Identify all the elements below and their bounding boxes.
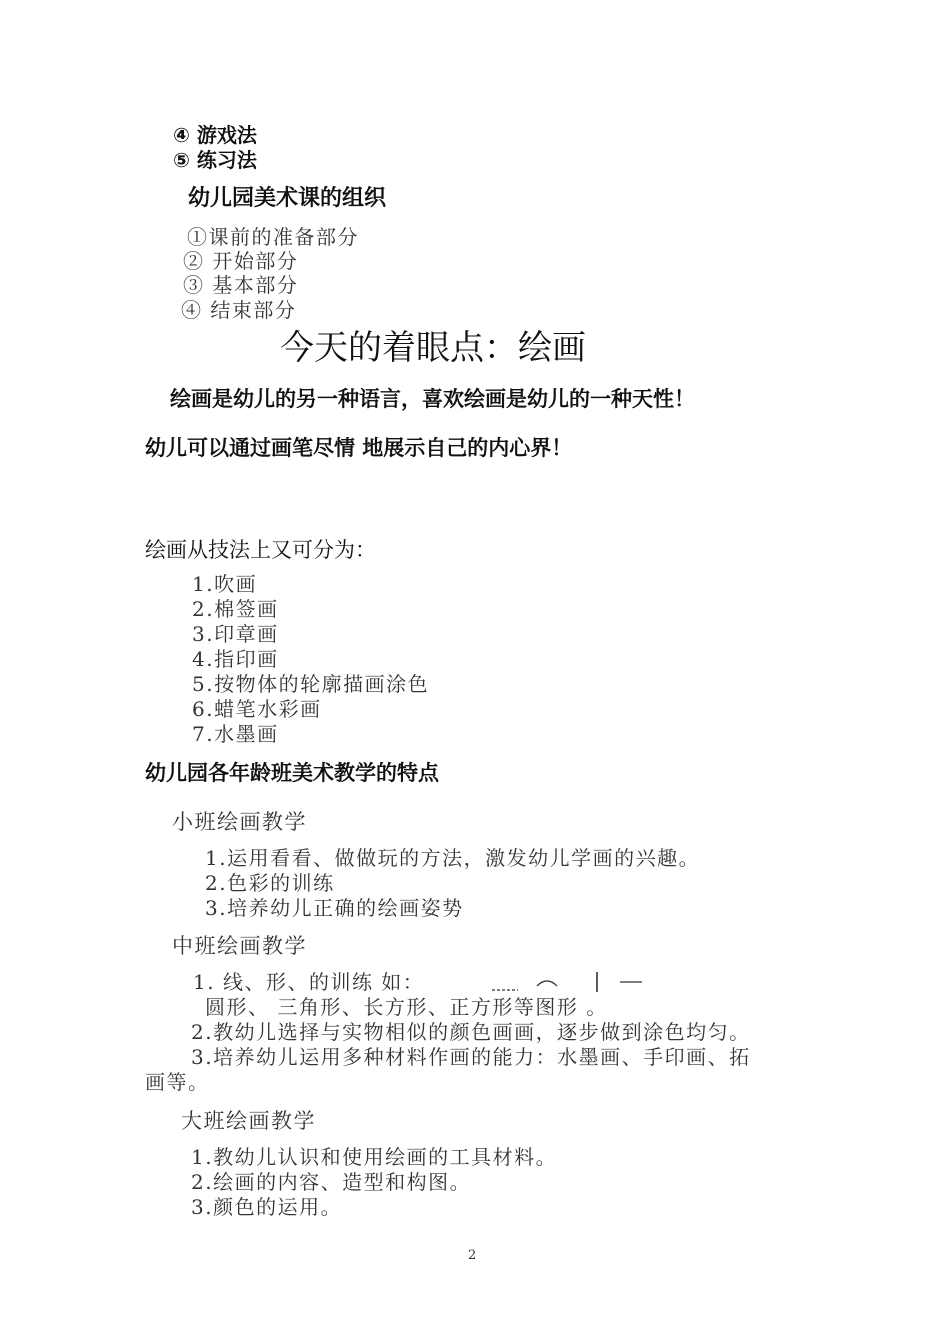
- middle-class-item: 圆形、 三角形、长方形、正方形等图形 。: [205, 995, 608, 1019]
- method-item: ⑤ 练习法: [173, 148, 257, 172]
- technique-item: 6.蜡笔水彩画: [192, 697, 322, 721]
- technique-item: 5.按物体的轮廓描画涂色: [192, 672, 430, 696]
- middle-class-item: 3.培养幼儿运用多种材料作画的能力：水墨画、手印画、拓: [191, 1045, 751, 1069]
- page-number: 2: [468, 1248, 477, 1263]
- org-item: ② 开始部分: [183, 249, 299, 273]
- small-class-item: 3.培养幼儿正确的绘画姿势: [205, 896, 464, 920]
- large-class-heading: 大班绘画教学: [181, 1109, 316, 1133]
- technique-item: 2.棉签画: [192, 597, 279, 621]
- org-item: ③ 基本部分: [183, 273, 299, 297]
- middle-class-item: 画等。: [145, 1070, 210, 1094]
- small-class-item: 2.色彩的训练: [205, 871, 335, 895]
- small-class-heading: 小班绘画教学: [172, 810, 307, 834]
- techniques-heading: 绘画从技法上又可分为：: [145, 538, 376, 562]
- technique-item: 7.水墨画: [192, 722, 279, 746]
- large-class-item: 3.颜色的运用。: [191, 1195, 343, 1219]
- line-shapes-illustration: [490, 970, 655, 994]
- middle-class-item: 2.教幼儿选择与实物相似的颜色画画，逐步做到涂色均匀。: [191, 1020, 751, 1044]
- intro-line-1: 绘画是幼儿的另一种语言，喜欢绘画是幼儿的一种天性！: [170, 387, 695, 411]
- middle-class-item: 1. 线、形、的训练 如：: [193, 970, 425, 994]
- org-item: ①课前的准备部分: [187, 225, 359, 249]
- org-heading: 幼儿园美术课的组织: [188, 186, 387, 211]
- middle-class-heading: 中班绘画教学: [172, 934, 307, 958]
- small-class-item: 1.运用看看、做做玩的方法，激发幼儿学画的兴趣。: [205, 846, 701, 870]
- focus-title: 今天的着眼点：绘画: [280, 328, 586, 368]
- intro-line-2: 幼儿可以通过画笔尽情 地展示自己的内心界！: [145, 436, 573, 460]
- technique-item: 3.印章画: [192, 622, 279, 646]
- method-item: ④ 游戏法: [173, 123, 257, 147]
- large-class-item: 1.教幼儿认识和使用绘画的工具材料。: [191, 1145, 558, 1169]
- ages-heading: 幼儿园各年龄班美术教学的特点: [145, 761, 439, 785]
- org-item: ④ 结束部分: [181, 298, 297, 322]
- large-class-item: 2.绘画的内容、造型和构图。: [191, 1170, 472, 1194]
- technique-item: 1.吹画: [192, 572, 258, 596]
- technique-item: 4.指印画: [192, 647, 279, 671]
